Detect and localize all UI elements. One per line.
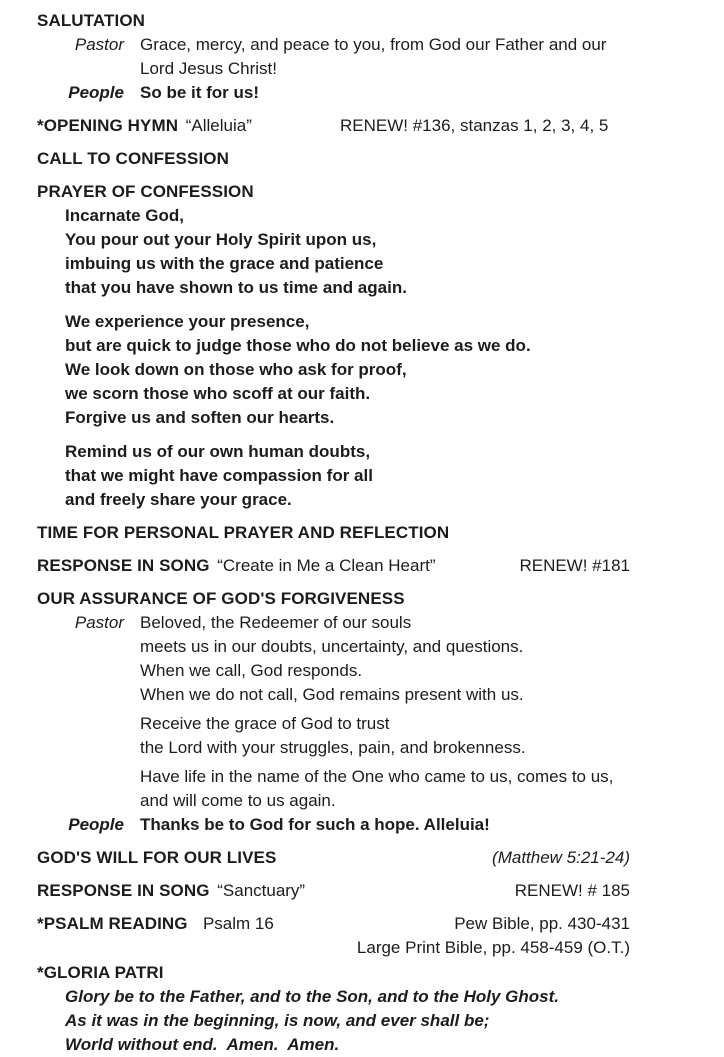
assurance-paragraph xyxy=(140,712,630,760)
psalm-reading-label: *PSALM READING xyxy=(37,914,188,933)
prayer-line: and freely share your grace. xyxy=(65,490,292,509)
pastor-speech xyxy=(140,33,630,81)
prayer-line: that we might have compassion for all xyxy=(65,466,373,485)
gods-will-scripture-reference: (Matthew 5:21-24) xyxy=(492,848,630,867)
section-assurance xyxy=(37,587,630,837)
opening-hymn-label: *OPENING HYMN xyxy=(37,116,179,135)
response-1-left xyxy=(37,554,436,578)
section-opening-hymn xyxy=(37,114,630,138)
section-gods-will xyxy=(37,846,630,870)
assurance-line: When we call, God responds. xyxy=(140,661,363,680)
response-1-title: “Create in Me a Clean Heart” xyxy=(217,556,436,575)
response-2-title: “Sanctuary” xyxy=(217,881,306,900)
speaker-label-people: People xyxy=(68,83,124,102)
opening-hymn-row xyxy=(37,114,630,138)
assurance-pastor-row xyxy=(37,611,630,659)
gloria-patri-heading: *GLORIA PATRI xyxy=(37,963,164,982)
prayer-line: but are quick to judge those who do not believe as we do. xyxy=(65,336,531,355)
gloria-patri-text xyxy=(37,985,630,1057)
pew-bible-reference: Pew Bible, pp. 430-431 xyxy=(454,914,630,933)
assurance-line: and will come to us again. xyxy=(140,791,336,810)
prayer-line: You pour out your Holy Spirit upon us, xyxy=(65,230,377,249)
prayer-line: imbuing us with the grace and patience xyxy=(65,254,384,273)
response-2-label: RESPONSE IN SONG xyxy=(37,881,210,900)
prayer-line: that you have shown to us time and again. xyxy=(65,278,407,297)
prayer-stanza-3 xyxy=(37,440,630,512)
response-1-reference: RENEW! #181 xyxy=(519,556,630,575)
psalm-bible-references xyxy=(357,912,630,960)
assurance-paragraph xyxy=(140,611,630,659)
section-response-in-song-2 xyxy=(37,879,630,903)
response-2-left xyxy=(37,879,305,903)
response-in-song-2-row xyxy=(37,879,630,903)
assurance-line: Receive the grace of God to trust xyxy=(140,714,390,733)
prayer-stanza-1 xyxy=(37,204,630,300)
call-to-confession-heading: CALL TO CONFESSION xyxy=(37,149,229,168)
prayer-stanza-2 xyxy=(37,310,630,430)
response-2-reference: RENEW! # 185 xyxy=(514,881,630,900)
assurance-heading: OUR ASSURANCE OF GOD'S FORGIVENESS xyxy=(37,589,405,608)
prayer-line: We experience your presence, xyxy=(65,312,310,331)
assurance-line: When we do not call, God remains present with us. xyxy=(140,685,524,704)
assurance-pastor-paragraph-2 xyxy=(140,659,630,813)
assurance-line: the Lord with your struggles, pain, and brokenness. xyxy=(140,738,526,757)
response-1-label: RESPONSE IN SONG xyxy=(37,556,210,575)
assurance-pastor-paragraph-1 xyxy=(140,611,630,659)
assurance-people-speech: Thanks be to God for such a hope. Alleluia! xyxy=(140,815,490,834)
prayer-line: Remind us of our own human doubts, xyxy=(65,442,371,461)
time-for-prayer-heading: TIME FOR PERSONAL PRAYER AND REFLECTION xyxy=(37,523,450,542)
assurance-paragraph xyxy=(140,659,630,707)
salutation-heading: SALUTATION xyxy=(37,11,146,30)
gods-will-heading: GOD'S WILL FOR OUR LIVES xyxy=(37,848,277,867)
section-time-for-prayer xyxy=(37,521,630,545)
pastor-line: Grace, mercy, and peace to you, from God our Father and our xyxy=(140,35,607,54)
section-salutation xyxy=(37,9,630,105)
prayer-line: we scorn those who scoff at our faith. xyxy=(65,384,371,403)
assurance-people-row xyxy=(37,813,630,837)
section-prayer-of-confession xyxy=(37,180,630,512)
psalm-reading-row xyxy=(37,912,630,960)
assurance-paragraph xyxy=(140,765,630,813)
assurance-line: meets us in our doubts, uncertainty, and questions. xyxy=(140,637,524,656)
prayer-line: Forgive us and soften our hearts. xyxy=(65,408,335,427)
gloria-line: As it was in the beginning, is now, and ever shall be; xyxy=(65,1011,490,1030)
speaker-label-pastor: Pastor xyxy=(74,613,124,632)
section-psalm-reading xyxy=(37,912,630,960)
section-gloria-patri xyxy=(37,961,630,1057)
pastor-line: Lord Jesus Christ! xyxy=(140,59,277,78)
psalm-left xyxy=(37,912,274,936)
gloria-line: Glory be to the Father, and to the Son, and to the Holy Ghost. xyxy=(65,987,559,1006)
people-speech: So be it for us! xyxy=(140,83,259,102)
assurance-line: Beloved, the Redeemer of our souls xyxy=(140,613,412,632)
people-dialogue-row xyxy=(37,81,630,105)
gods-will-row xyxy=(37,846,630,870)
prayer-of-confession-heading: PRAYER OF CONFESSION xyxy=(37,182,254,201)
section-call-to-confession xyxy=(37,147,630,171)
gloria-line: World without end. Amen. Amen. xyxy=(65,1035,340,1054)
prayer-line: We look down on those who ask for proof, xyxy=(65,360,407,379)
section-response-in-song-1 xyxy=(37,554,630,578)
assurance-line: Have life in the name of the One who came to us, comes to us, xyxy=(140,767,614,786)
pastor-dialogue-row xyxy=(37,33,630,81)
response-in-song-1-row xyxy=(37,554,630,578)
speaker-label-people: People xyxy=(68,815,124,834)
opening-hymn-title: “Alleluia” xyxy=(185,116,252,135)
psalm-reading-title: Psalm 16 xyxy=(202,914,274,933)
opening-hymn-reference: RENEW! #136, stanzas 1, 2, 3, 4, 5 xyxy=(340,116,609,135)
opening-hymn-left xyxy=(37,114,252,138)
speaker-label-pastor: Pastor xyxy=(74,35,124,54)
large-print-bible-reference: Large Print Bible, pp. 458-459 (O.T.) xyxy=(356,938,630,957)
prayer-line: Incarnate God, xyxy=(65,206,185,225)
